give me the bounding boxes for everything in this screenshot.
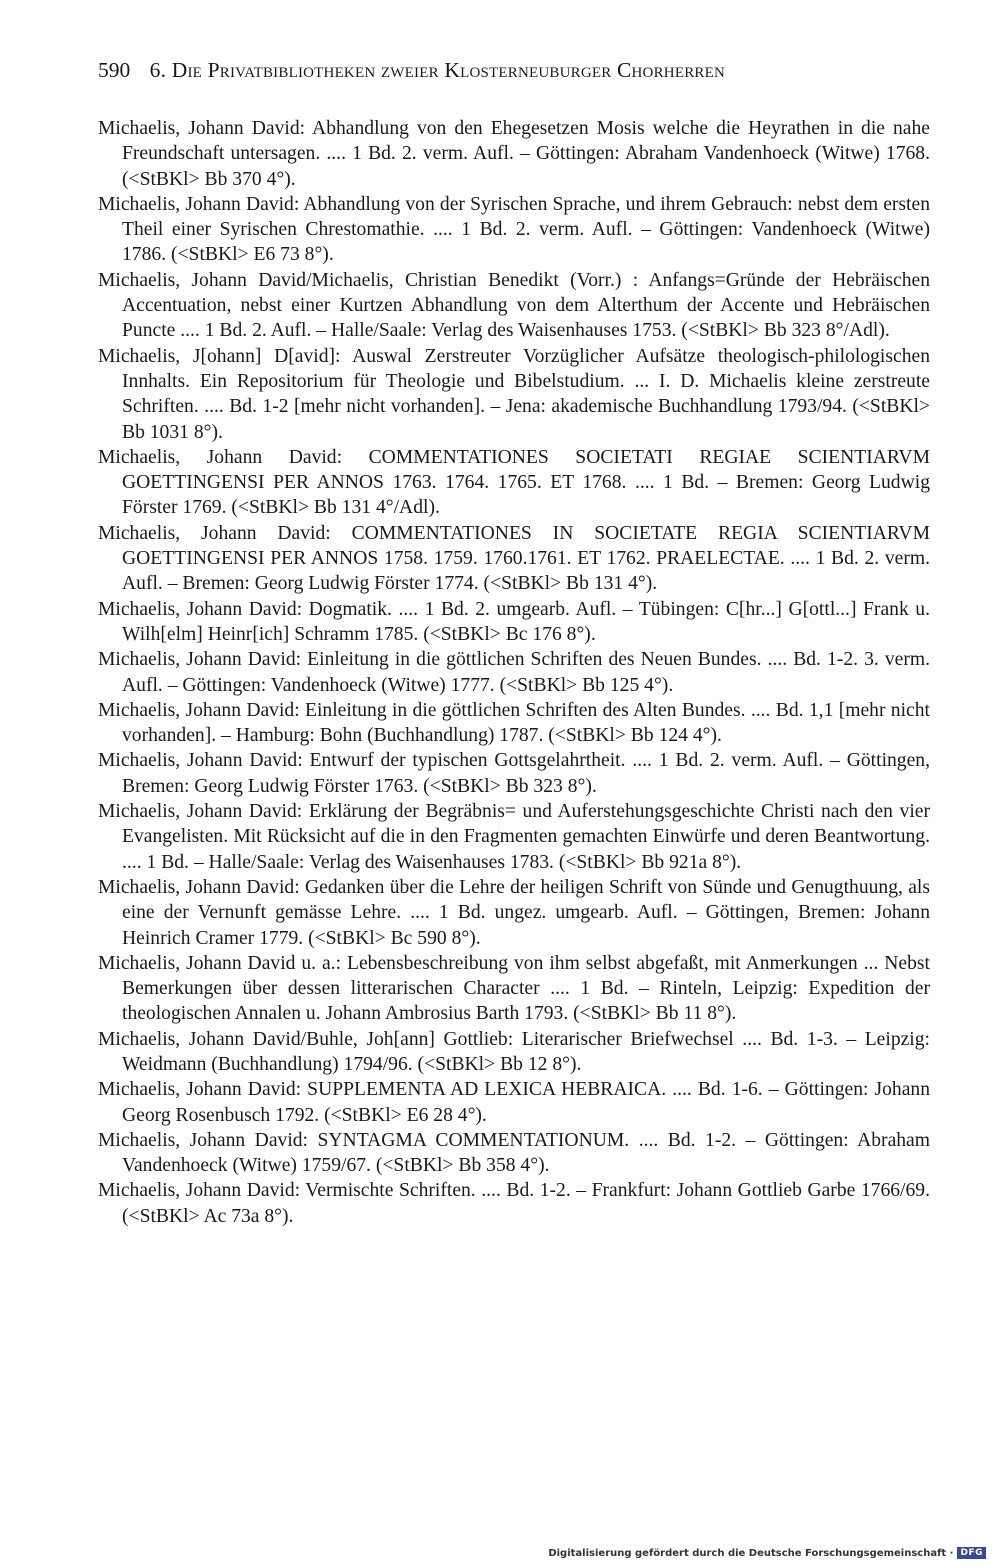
bibliography-entry: Michaelis, Johann David: SUPPLEMENTA AD LEXICA HEBRAICA. .... Bd. 1-6. – Göttingen: Johann Georg Rosenbusch 1792. (<StBKl> E6 28 4°). [98, 1079, 930, 1126]
bibliography-entry: Michaelis, Johann David: Erklärung der Begräbnis= und Auferstehungsgeschichte Christi nach den vier Evangelisten. Mit Rücksicht auf die in den Fragmenten gemachten Einwürfe und deren Beantwortung. .... 1 Bd. – Halle/Saale: Verlag des Waisenhauses 1783. (<StBKl> Bb 921a 8°). [98, 801, 930, 873]
bibliography-entry: Michaelis, Johann David: COMMENTATIONES SOCIETATI REGIAE SCIENTIARVM GOETTINGENSI PER ANNOS 1763. 1764. 1765. ET 1768. .... 1 Bd. – Bremen: Georg Ludwig Förster 1769. (<StBKl> Bb 131 4°/Adl). [98, 446, 930, 519]
bibliography-entry: Michaelis, Johann David: Dogmatik. .... 1 Bd. 2. umgearb. Aufl. – Tübingen: C[hr...] G[ottl...] Frank u. Wilh[elm] Heinr[ich] Schramm 1785. (<StBKl> Bc 176 8°). [98, 598, 930, 645]
bibliography-entry: Michaelis, Johann David: SYNTAGMA COMMENTATIONUM. .... Bd. 1-2. – Göttingen: Abraham Vandenhoeck (Witwe) 1759/67. (<StBKl> Bb 358 4°). [98, 1129, 930, 1177]
bibliography-entry: Michaelis, Johann David: Abhandlung von der Syrischen Sprache, und ihrem Gebrauch: nebst dem ersten Theil einer Syrischen Chrestomathie. .... 1 Bd. 2. verm. Aufl. – Göttingen: Vandenhoeck (Witwe) 1786. (<StBKl> E6 73 8°). [98, 193, 930, 266]
digitization-footer [548, 1547, 986, 1559]
bibliography-list [98, 116, 930, 1229]
bibliography-entry: Michaelis, Johann David: Vermischte Schriften. .... Bd. 1-2. – Frankfurt: Johann Gottlieb Garbe 1766/69. (<StBKl> Ac 73a 8°). [98, 1180, 930, 1227]
bibliography-entry: Michaelis, Johann David: Einleitung in die göttlichen Schriften des Neuen Bundes. .... Bd. 1-2. 3. verm. Aufl. – Göttingen: Vandenhoeck (Witwe) 1777. (<StBKl> Bb 125 4°). [98, 649, 930, 696]
footer-text: Digitalisierung gefördert durch die Deutsche Forschungsgemeinschaft · [548, 1547, 954, 1559]
bibliography-entry: Michaelis, Johann David: COMMENTATIONES IN SOCIETATE REGIA SCIENTIARVM GOETTINGENSI PER ANNOS 1758. 1759. 1760.1761. ET 1762. PRAELECTAE. .... 1 Bd. 2. verm. Aufl. – Bremen: Georg Ludwig Förster 1774. (<StBKl> Bb 131 4°). [98, 522, 930, 595]
page-number: 590 [98, 58, 131, 82]
bibliography-entry: Michaelis, Johann David: Einleitung in die göttlichen Schriften des Alten Bundes. .... Bd. 1,1 [mehr nicht vorhanden]. – Hamburg: Bohn (Buchhandlung) 1787. (<StBKl> Bb 124 4°). [98, 699, 930, 747]
bibliography-entry: Michaelis, Johann David: Abhandlung von den Ehegesetzen Mosis welche die Heyrathen in die nahe Freundschaft untersagen. .... 1 Bd. 2. verm. Aufl. – Göttingen: Abraham Vandenhoeck (Witwe) 1768. (<StBKl> Bb 370 4°). [98, 118, 930, 190]
dfg-logo: DFG [957, 1547, 986, 1559]
bibliography-entry: Michaelis, Johann David/Michaelis, Christian Benedikt (Vorr.) : Anfangs=Gründe der Hebräischen Accentuation, nebst einer Kurtzen Abhandlung von dem Alterthum der Accente und Hebräischen Puncte .... 1 Bd. 2. Aufl. – Halle/Saale: Verlag des Waisenhauses 1753. (<StBKl> Bb 323 8°/Adl). [98, 269, 930, 342]
running-title: 6. Die Privatbibliotheken zweier Klosterneuburger Chorherren [149, 58, 725, 82]
running-header [98, 56, 888, 84]
bibliography-entry: Michaelis, Johann David u. a.: Lebensbeschreibung von ihm selbst abgefaßt, mit Anmerkungen ... Nebst Bemerkungen über dessen litterarischen Character .... 1 Bd. – Rinteln, Leipzig: Expedition der theologischen Annalen u. Johann Ambrosius Barth 1793. (<StBKl> Bb 11 8°). [98, 952, 930, 1025]
bibliography-entry: Michaelis, Johann David: Entwurf der typischen Gottsgelahrtheit. .... 1 Bd. 2. verm. Aufl. – Göttingen, Bremen: Georg Ludwig Förster 1763. (<StBKl> Bb 323 8°). [98, 750, 930, 797]
bibliography-entry: Michaelis, Johann David: Gedanken über die Lehre der heiligen Schrift von Sünde und Genugthuung, als eine der Vernunft gemässe Lehre. .... 1 Bd. ungez. umgearb. Aufl. – Göttingen, Bremen: Johann Heinrich Cramer 1779. (<StBKl> Bc 590 8°). [98, 876, 930, 949]
bibliography-entry: Michaelis, Johann David/Buhle, Joh[ann] Gottlieb: Literarischer Briefwechsel .... Bd. 1-3. – Leipzig: Weidmann (Buchhandlung) 1794/96. (<StBKl> Bb 12 8°). [98, 1028, 930, 1075]
bibliography-entry: Michaelis, J[ohann] D[avid]: Auswal Zerstreuter Vorzüglicher Aufsätze theologisch-philologischen Innhalts. Ein Repositorium für Theologie und Bibelstudium. ... I. D. Michaelis kleine zerstreute Schriften. .... Bd. 1-2 [mehr nicht vorhanden]. – Jena: akademische Buchhandlung 1793/94. (<StBKl> Bb 1031 8°). [98, 345, 930, 443]
